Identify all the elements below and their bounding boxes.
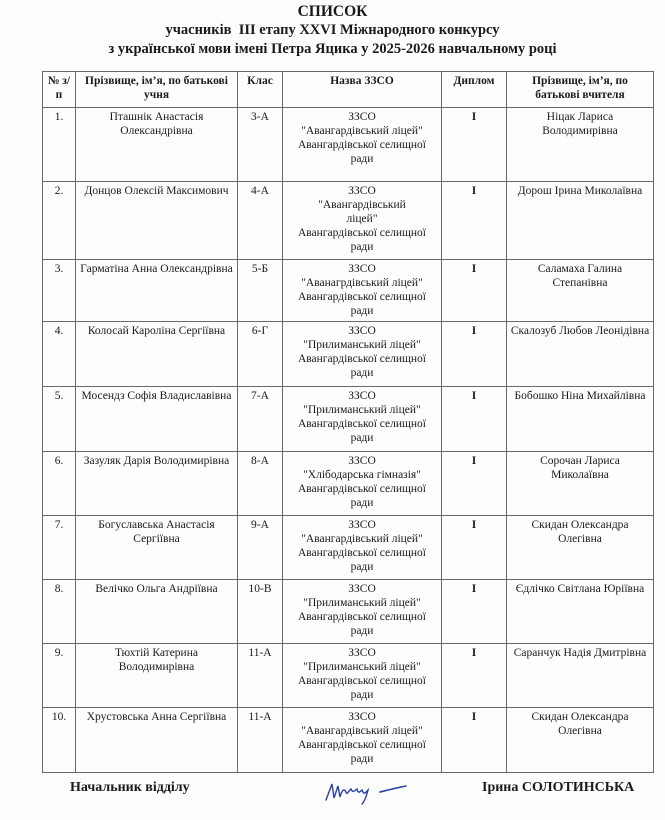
- school-school-type: ЗЗСО: [348, 711, 376, 723]
- school-school-name: "Авангардівський ліцей": [301, 125, 423, 137]
- class-name: 4-А: [238, 182, 283, 260]
- school-school-council: Авангардівської селищної ради: [297, 418, 427, 444]
- school-school-council: Авангардівської селищної ради: [297, 739, 427, 765]
- school-school-name: "Прилиманський ліцей": [303, 661, 421, 673]
- student-name: Богуславська Анастасія Сергіївна: [76, 516, 238, 580]
- class-name: 11-А: [238, 708, 283, 773]
- footer-position: Начальник відділу: [70, 780, 190, 795]
- student-name: Тюхтій Катерина Володимирівна: [76, 644, 238, 708]
- student-name: Мосендз Софія Владиславівна: [76, 387, 238, 452]
- document-subtitle-line-2: з української мови імені Петра Яцика у 2025-2026 навчальному році: [108, 41, 557, 57]
- column-header-class: Клас: [238, 72, 283, 108]
- participants-table: [42, 71, 654, 773]
- school-name: [283, 182, 442, 260]
- teacher-name: Бобошко Ніна Михайлівна: [507, 387, 654, 452]
- diploma-degree: I: [442, 580, 507, 644]
- document-title: СПИСОК: [297, 3, 368, 20]
- school-school-type: ЗЗСО: [348, 263, 376, 275]
- school-school-type: ЗЗСО: [348, 390, 376, 402]
- student-name: Зазуляк Дарія Володимирівна: [76, 452, 238, 516]
- school-name: [283, 580, 442, 644]
- table-row: [43, 387, 654, 452]
- school-school-council: Авангардівської селищної ради: [297, 547, 427, 573]
- row-number: 8.: [43, 580, 76, 644]
- school-school-council: Авангардівської селищної ради: [297, 353, 427, 379]
- diploma-degree: I: [442, 108, 507, 182]
- school-school-type: ЗЗСО: [348, 519, 376, 531]
- footer-signatory: Ірина СОЛОТИНСЬКА: [482, 780, 635, 795]
- row-number: 6.: [43, 452, 76, 516]
- row-number: 5.: [43, 387, 76, 452]
- column-header-number: № з/п: [43, 72, 76, 108]
- diploma-degree: I: [442, 182, 507, 260]
- school-name: [283, 322, 442, 387]
- class-name: 10-В: [238, 580, 283, 644]
- student-name: Хрустовська Анна Сергіївна: [76, 708, 238, 773]
- diploma-degree: I: [442, 644, 507, 708]
- school-school-council: Авангардівської селищної ради: [297, 611, 427, 637]
- teacher-name: Скидан Олександра Олегівна: [507, 516, 654, 580]
- school-school-council: Авангардівської селищної ради: [297, 139, 427, 165]
- school-school-type: ЗЗСО: [348, 647, 376, 659]
- school-school-type: ЗЗСО: [348, 583, 376, 595]
- class-name: 6-Г: [238, 322, 283, 387]
- school-school-name: "Прилиманський ліцей": [303, 597, 421, 609]
- row-number: 4.: [43, 322, 76, 387]
- school-school-type: ЗЗСО: [348, 185, 376, 197]
- school-school-council: Авангардівської селищної ради: [297, 291, 427, 317]
- student-name: Гарматіна Анна Олександрівна: [76, 260, 238, 322]
- teacher-name: Саранчук Надія Дмитрівна: [507, 644, 654, 708]
- table-row: [43, 452, 654, 516]
- row-number: 10.: [43, 708, 76, 773]
- teacher-name: Скалозуб Любов Леонідівна: [507, 322, 654, 387]
- school-name: [283, 260, 442, 322]
- column-header-student: Прізвище, ім’я, по батькові учня: [76, 72, 238, 108]
- school-name: [283, 108, 442, 182]
- teacher-name: Скидан Олександра Олегівна: [507, 708, 654, 773]
- table-row: [43, 644, 654, 708]
- signature-icon: [322, 778, 412, 806]
- school-name: [283, 644, 442, 708]
- school-school-type: ЗЗСО: [348, 455, 376, 467]
- diploma-degree: I: [442, 708, 507, 773]
- column-header-teacher: Прізвище, ім’я, по батькові вчителя: [507, 72, 654, 108]
- school-school-name: "Хлібодарська гімназія": [303, 469, 421, 481]
- column-header-diploma: Диплом: [442, 72, 507, 108]
- student-name: Пташнік Анастасія Олександрівна: [76, 108, 238, 182]
- school-name: [283, 387, 442, 452]
- school-school-name: "Аванагрдівський ліцей": [301, 277, 423, 289]
- teacher-name: Дорош Ірина Миколаївна: [507, 182, 654, 260]
- row-number: 2.: [43, 182, 76, 260]
- student-name: Колосай Кароліна Сергіївна: [76, 322, 238, 387]
- teacher-name: Ніцак Лариса Володимирівна: [507, 108, 654, 182]
- diploma-degree: I: [442, 260, 507, 322]
- table-row: [43, 708, 654, 773]
- class-name: 9-А: [238, 516, 283, 580]
- teacher-name: Сорочан Лариса Миколаївна: [507, 452, 654, 516]
- class-name: 7-А: [238, 387, 283, 452]
- class-name: 5-Б: [238, 260, 283, 322]
- row-number: 3.: [43, 260, 76, 322]
- table-row: [43, 260, 654, 322]
- diploma-degree: I: [442, 387, 507, 452]
- row-number: 7.: [43, 516, 76, 580]
- diploma-degree: I: [442, 452, 507, 516]
- school-name: [283, 452, 442, 516]
- school-school-council: Авангардівської селищної ради: [297, 675, 427, 701]
- class-name: 8-А: [238, 452, 283, 516]
- school-school-type: ЗЗСО: [348, 111, 376, 123]
- student-name: Донцов Олексій Максимович: [76, 182, 238, 260]
- school-name: [283, 708, 442, 773]
- school-school-type: ЗЗСО: [348, 325, 376, 337]
- school-school-council: Авангардівської селищної ради: [297, 227, 427, 253]
- column-header-school: Назва ЗЗСО: [283, 72, 442, 108]
- table-row: [43, 580, 654, 644]
- table-row: [43, 516, 654, 580]
- row-number: 9.: [43, 644, 76, 708]
- diploma-degree: I: [442, 516, 507, 580]
- school-school-name: "Авангардівський ліцей": [301, 725, 423, 737]
- document-header: [0, 2, 665, 59]
- row-number: 1.: [43, 108, 76, 182]
- table-row: [43, 108, 654, 182]
- teacher-name: Єдлічко Світлана Юріївна: [507, 580, 654, 644]
- document-subtitle-line-1: учасників ІІІ етапу XXVІ Міжнародного конкурсу: [165, 22, 500, 38]
- class-name: 3-А: [238, 108, 283, 182]
- table-header-row: [43, 72, 654, 108]
- school-school-name: "Прилиманський ліцей": [303, 404, 421, 416]
- school-school-name: "Прилиманський ліцей": [303, 339, 421, 351]
- school-school-name: "Авангардівський ліцей": [318, 199, 406, 225]
- school-name: [283, 516, 442, 580]
- school-school-council: Авангардівської селищної ради: [297, 483, 427, 509]
- teacher-name: Саламаха Галина Степанівна: [507, 260, 654, 322]
- school-school-name: "Авангардівський ліцей": [301, 533, 423, 545]
- table-row: [43, 182, 654, 260]
- table-row: [43, 322, 654, 387]
- diploma-degree: I: [442, 322, 507, 387]
- class-name: 11-А: [238, 644, 283, 708]
- student-name: Велічко Ольга Андріївна: [76, 580, 238, 644]
